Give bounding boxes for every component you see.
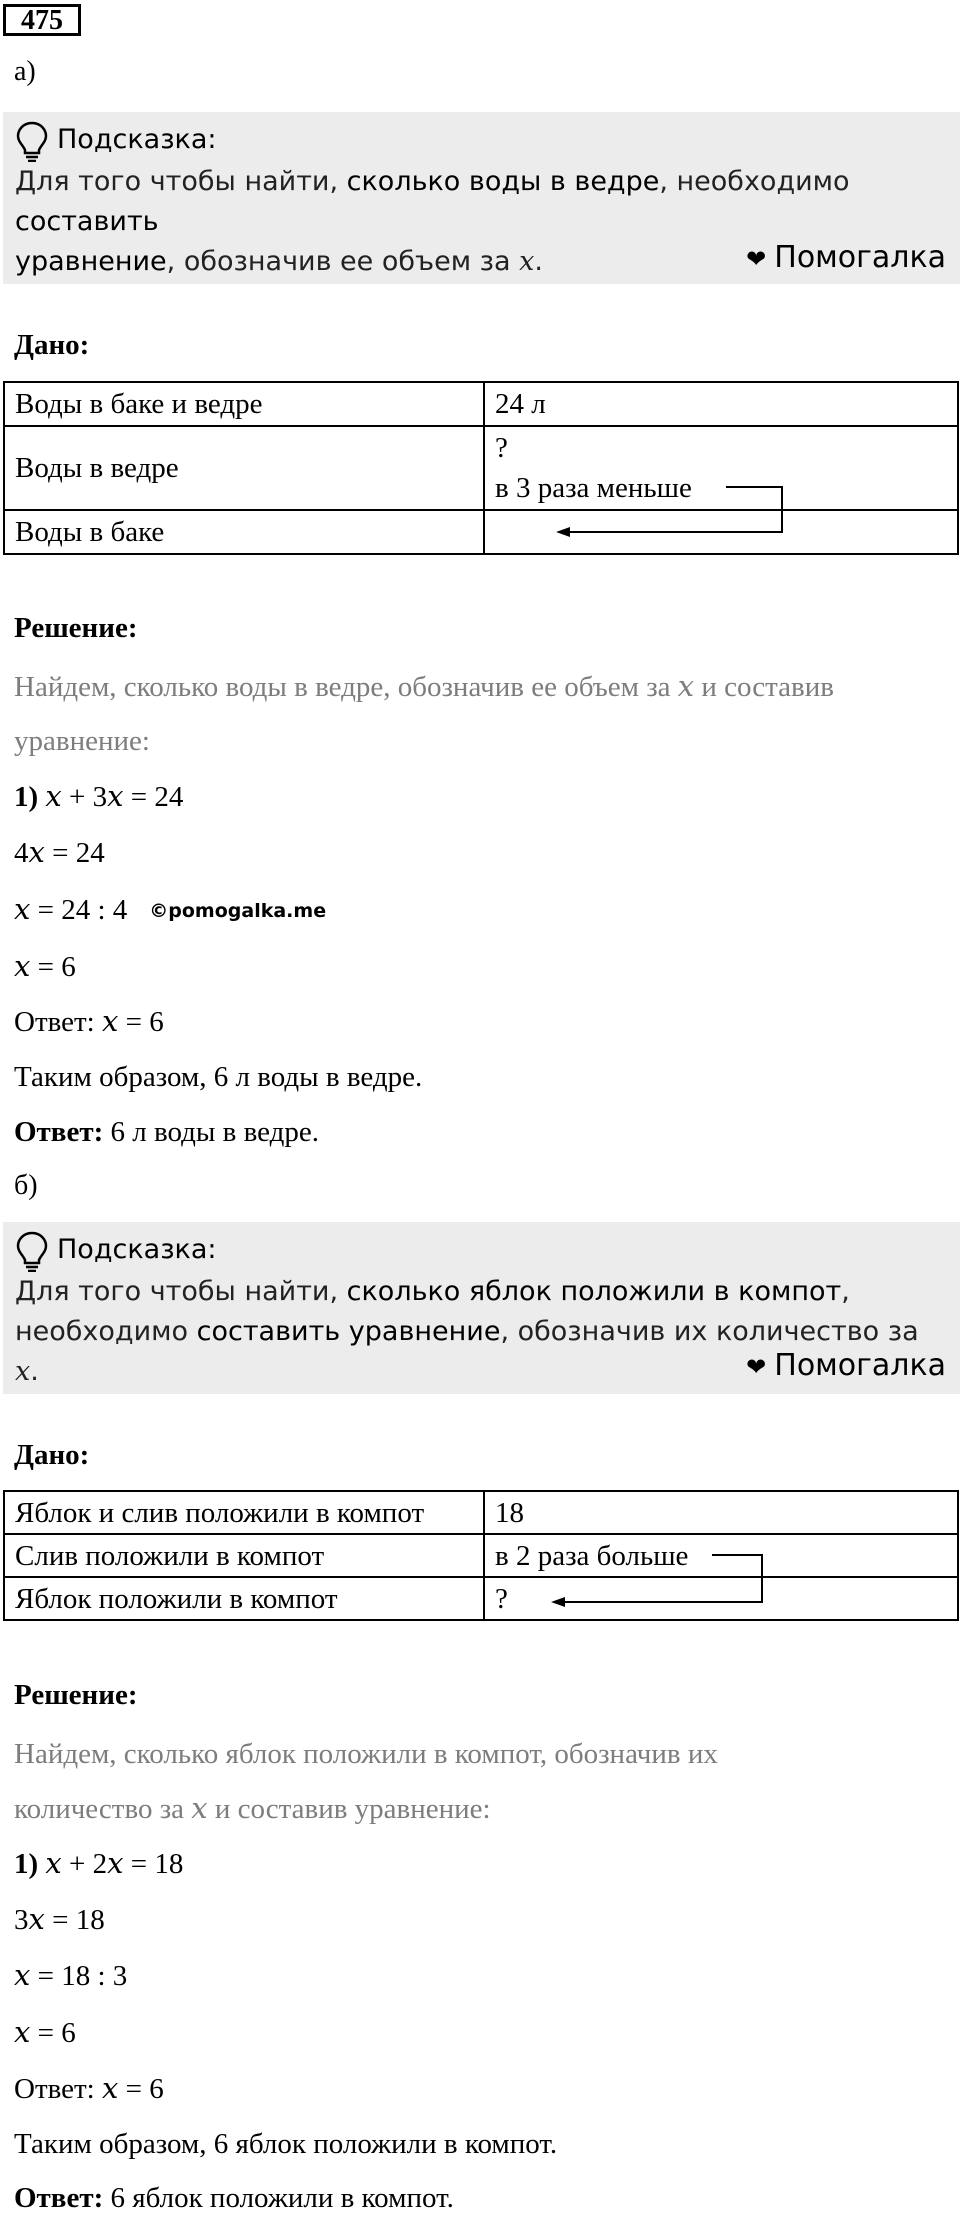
equation-line: 1) x + 2x = 18 [14, 1846, 184, 1880]
problem-number: 475 [3, 4, 81, 36]
solution-intro: количество за x и составив уравнение: [14, 1791, 491, 1825]
given-label-a: Дано: [14, 329, 90, 361]
hint-text: Для того чтобы найти, сколько воды в ведре, необходимо составить уравнение, обозначив ее объем за x. [15, 166, 850, 277]
equation-line: x = 6 [14, 949, 76, 983]
brand-label[interactable]: ❤ Помогалка [746, 240, 946, 275]
solution-intro: уравнение: [14, 725, 150, 757]
table-cell: Воды в ведре [4, 426, 484, 510]
table-cell: Слив положили в компот [4, 1534, 484, 1577]
hint-text: Для того чтобы найти, сколько яблок положили в компот, необходимо составить уравнение, обозначив их количество за x. [15, 1276, 919, 1387]
table-cell: Воды в баке [4, 510, 484, 554]
part-a-label: а) [14, 56, 36, 87]
final-answer: Ответ: 6 л воды в ведре. [14, 1116, 319, 1148]
conclusion-line: Таким образом, 6 л воды в ведре. [14, 1061, 423, 1093]
hint-title: Подсказка: [57, 1234, 217, 1265]
table-cell: 18 [484, 1491, 958, 1534]
equation-line: 3x = 18 [14, 1902, 105, 1936]
equation-line: 1) x + 3x = 24 [14, 779, 184, 813]
hint-title: Подсказка: [57, 124, 217, 155]
table-cell: в 2 раза больше [484, 1534, 958, 1577]
table-cell: ? [484, 1577, 958, 1620]
brand-label[interactable]: ❤ Помогалка [746, 1348, 946, 1383]
equation-line: x = 18 : 3 [14, 1958, 128, 1992]
answer-line: Ответ: x = 6 [14, 2071, 164, 2105]
watermark: ©pomogalka.me [149, 900, 327, 922]
given-label-b: Дано: [14, 1439, 90, 1471]
conclusion-line: Таким образом, 6 яблок положили в компот. [14, 2128, 558, 2160]
heart-icon: ❤ [746, 245, 767, 273]
solution-intro: Найдем, сколько яблок положили в компот, обозначив их [14, 1738, 718, 1770]
table-cell: Воды в баке и ведре [4, 382, 484, 426]
equation-line: 4x = 24 [14, 835, 105, 869]
solution-intro: Найдем, сколько воды в ведре, обозначив ее объем за x и составив [14, 669, 834, 703]
equation-line: x = 24 : 4 ©pomogalka.me [14, 892, 327, 926]
solution-label-a: Решение: [14, 612, 138, 644]
heart-icon: ❤ [746, 1353, 767, 1381]
answer-line: Ответ: x = 6 [14, 1004, 164, 1038]
table-cell: ? в 3 раза меньше [484, 426, 958, 510]
table-cell: 24 л [484, 382, 958, 426]
solution-label-b: Решение: [14, 1679, 138, 1711]
table-cell: Яблок положили в компот [4, 1577, 484, 1620]
part-b-label: б) [14, 1170, 38, 1201]
table-cell: Яблок и слив положили в компот [4, 1491, 484, 1534]
equation-line: x = 6 [14, 2015, 76, 2049]
final-answer: Ответ: 6 яблок положили в компот. [14, 2182, 454, 2214]
